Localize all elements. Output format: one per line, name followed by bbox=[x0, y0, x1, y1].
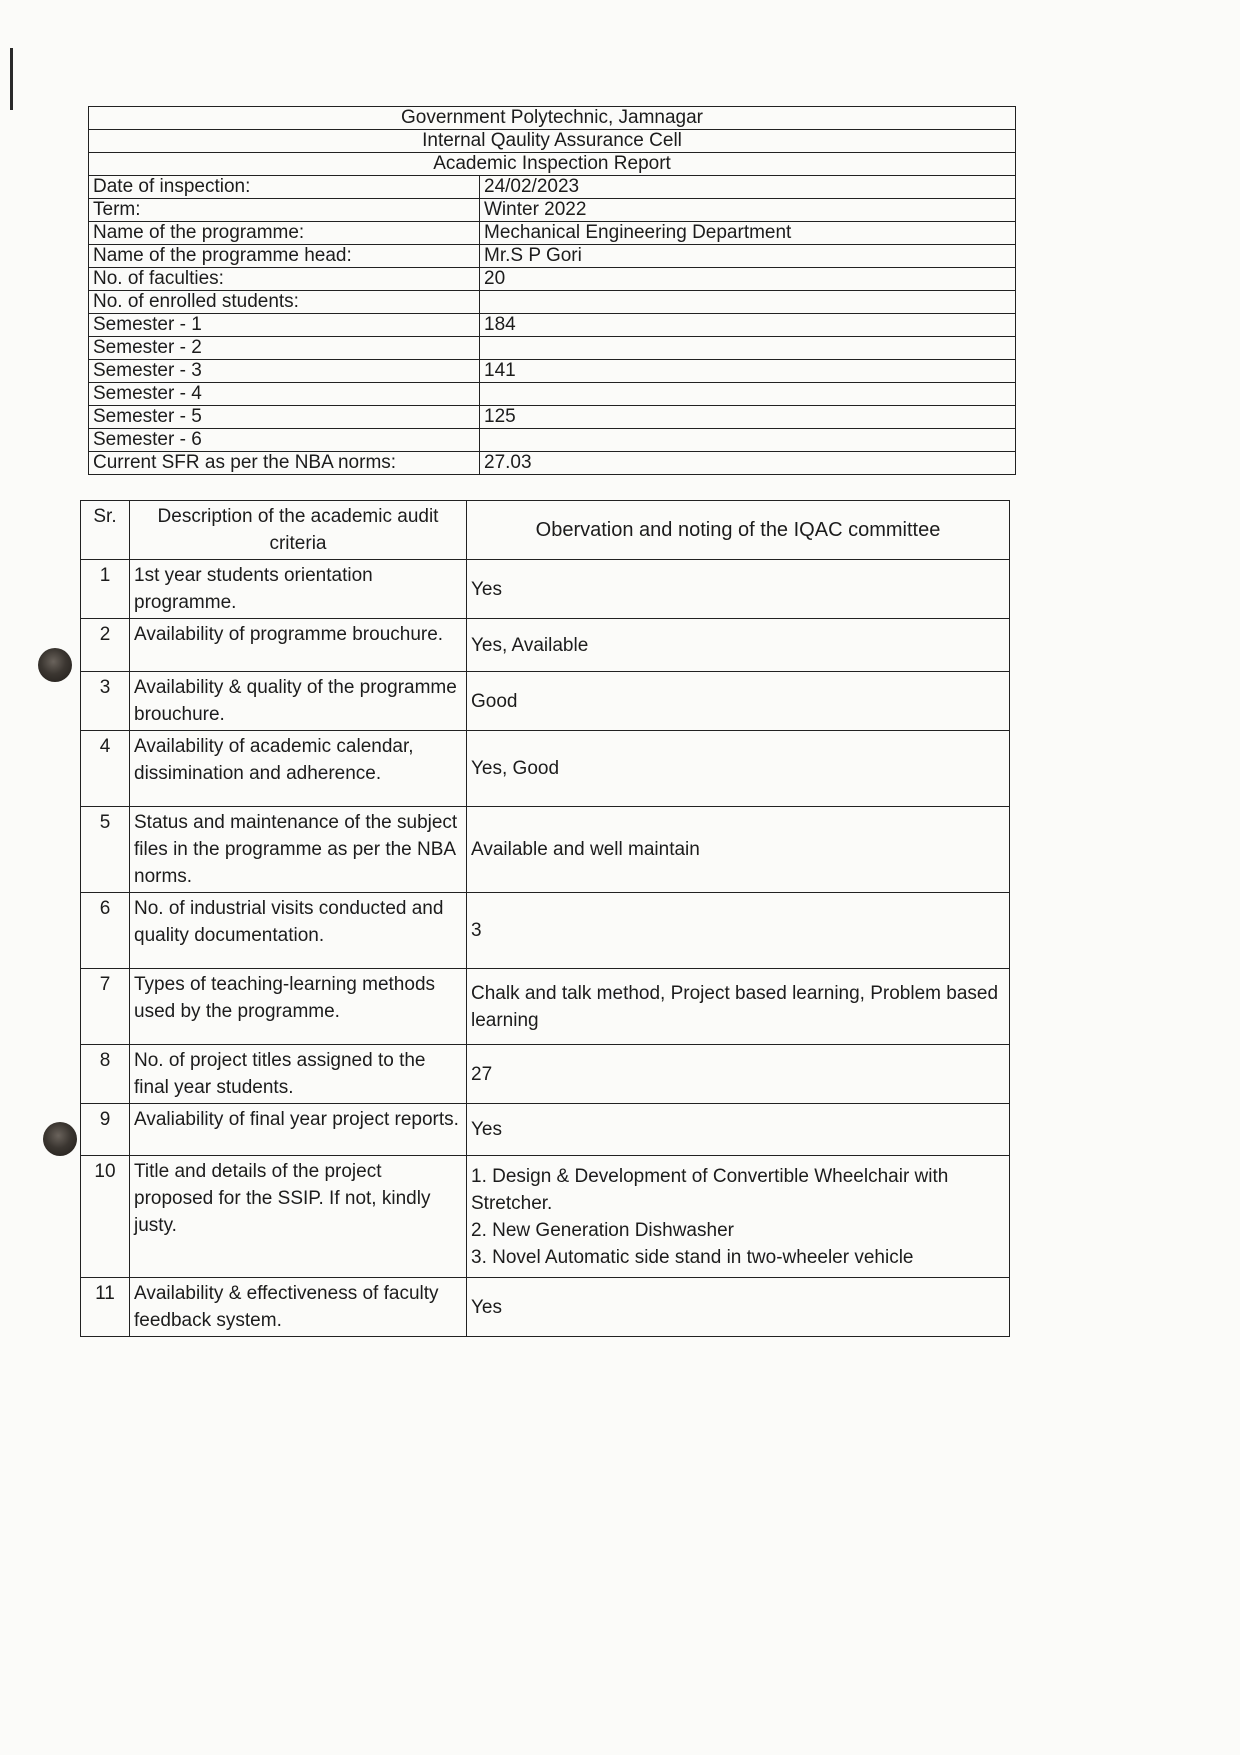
header-field-row bbox=[89, 268, 1016, 291]
audit-header-row bbox=[81, 501, 1010, 560]
field-value: 24/02/2023 bbox=[480, 176, 1016, 199]
row-number: 11 bbox=[81, 1278, 130, 1337]
row-number: 9 bbox=[81, 1104, 130, 1156]
observation-line: 2. New Generation Dishwasher bbox=[471, 1219, 734, 1241]
header-field-row bbox=[89, 452, 1016, 475]
field-value: 27.03 bbox=[480, 452, 1016, 475]
table-row bbox=[81, 969, 1010, 1045]
header-field-row bbox=[89, 291, 1016, 314]
field-label: Semester - 6 bbox=[89, 429, 480, 452]
committee-observation bbox=[467, 1156, 1010, 1278]
row-number: 3 bbox=[81, 672, 130, 731]
committee-observation bbox=[467, 1045, 1010, 1104]
header-field-row bbox=[89, 199, 1016, 222]
header-field-row bbox=[89, 383, 1016, 406]
audit-criteria-table bbox=[80, 500, 1010, 1337]
header-field-row bbox=[89, 245, 1016, 268]
committee-observation bbox=[467, 731, 1010, 807]
header-field-row bbox=[89, 406, 1016, 429]
header-field-row bbox=[89, 222, 1016, 245]
row-number: 4 bbox=[81, 731, 130, 807]
observation-line: Available and well maintain bbox=[471, 839, 700, 860]
criteria-description: No. of project titles assigned to the final year students. bbox=[130, 1045, 467, 1104]
punch-hole-bottom bbox=[43, 1122, 77, 1156]
field-label: Semester - 5 bbox=[89, 406, 480, 429]
header-title-row bbox=[89, 153, 1016, 176]
observation-column-header: Obervation and noting of the IQAC committee bbox=[467, 501, 1010, 560]
table-row bbox=[81, 893, 1010, 969]
field-label: Semester - 1 bbox=[89, 314, 480, 337]
table-row bbox=[81, 731, 1010, 807]
field-label: Current SFR as per the NBA norms: bbox=[89, 452, 480, 475]
observation-line: Yes bbox=[471, 1296, 502, 1318]
field-label: Semester - 2 bbox=[89, 337, 480, 360]
table-row bbox=[81, 1045, 1010, 1104]
field-value: 141 bbox=[480, 360, 1016, 383]
observation-line: 3 bbox=[471, 920, 482, 941]
criteria-description: Title and details of the project proposed for the SSIP. If not, kindly justy. bbox=[130, 1156, 467, 1278]
criteria-description: Types of teaching-learning methods used by the programme. bbox=[130, 969, 467, 1045]
field-label: No. of enrolled students: bbox=[89, 291, 480, 314]
criteria-description: Availability of academic calendar, dissimination and adherence. bbox=[130, 731, 467, 807]
field-value bbox=[480, 383, 1016, 406]
sr-column-header: Sr. bbox=[81, 501, 130, 560]
description-column-header: Description of the academic audit criteria bbox=[130, 501, 467, 560]
committee-observation bbox=[467, 969, 1010, 1045]
report-header-table bbox=[88, 106, 1016, 475]
header-field-row bbox=[89, 429, 1016, 452]
cell-title: Internal Qaulity Assurance Cell bbox=[89, 130, 1016, 153]
table-row bbox=[81, 1156, 1010, 1278]
row-number: 7 bbox=[81, 969, 130, 1045]
field-value: 184 bbox=[480, 314, 1016, 337]
table-row bbox=[81, 1104, 1010, 1156]
table-row bbox=[81, 1278, 1010, 1337]
field-label: Name of the programme: bbox=[89, 222, 480, 245]
criteria-description: 1st year students orientation programme. bbox=[130, 560, 467, 619]
table-row bbox=[81, 619, 1010, 672]
committee-observation bbox=[467, 1278, 1010, 1337]
committee-observation bbox=[467, 1104, 1010, 1156]
field-label: Name of the programme head: bbox=[89, 245, 480, 268]
row-number: 8 bbox=[81, 1045, 130, 1104]
row-number: 2 bbox=[81, 619, 130, 672]
header-title-row bbox=[89, 130, 1016, 153]
observation-line: Yes bbox=[471, 578, 502, 600]
criteria-description: Status and maintenance of the subject files in the programme as per the NBA norms. bbox=[130, 807, 467, 893]
field-value: Mechanical Engineering Department bbox=[480, 222, 1016, 245]
row-number: 6 bbox=[81, 893, 130, 969]
criteria-description: No. of industrial visits conducted and quality documentation. bbox=[130, 893, 467, 969]
header-field-row bbox=[89, 360, 1016, 383]
report-title: Academic Inspection Report bbox=[89, 153, 1016, 176]
field-label: Semester - 4 bbox=[89, 383, 480, 406]
observation-line: 3. Novel Automatic side stand in two-wheeler vehicle bbox=[471, 1246, 914, 1268]
observation-line: Yes, Available bbox=[471, 634, 589, 656]
page-edge-mark bbox=[10, 48, 13, 110]
observation-line: Yes bbox=[471, 1119, 502, 1140]
header-field-row bbox=[89, 314, 1016, 337]
field-value: Winter 2022 bbox=[480, 199, 1016, 222]
committee-observation bbox=[467, 560, 1010, 619]
punch-hole-top bbox=[38, 648, 72, 682]
observation-line: Yes, Good bbox=[471, 758, 560, 779]
field-value bbox=[480, 429, 1016, 452]
table-row bbox=[81, 807, 1010, 893]
row-number: 10 bbox=[81, 1156, 130, 1278]
field-value: 125 bbox=[480, 406, 1016, 429]
field-value bbox=[480, 337, 1016, 360]
criteria-description: Availability of programme brouchure. bbox=[130, 619, 467, 672]
table-row bbox=[81, 560, 1010, 619]
row-number: 1 bbox=[81, 560, 130, 619]
observation-line: 27 bbox=[471, 1063, 493, 1085]
header-title-row bbox=[89, 107, 1016, 130]
field-value bbox=[480, 291, 1016, 314]
row-number: 5 bbox=[81, 807, 130, 893]
criteria-description: Availability & effectiveness of faculty feedback system. bbox=[130, 1278, 467, 1337]
criteria-description: Availability & quality of the programme brouchure. bbox=[130, 672, 467, 731]
committee-observation bbox=[467, 619, 1010, 672]
field-label: Term: bbox=[89, 199, 480, 222]
field-label: Date of inspection: bbox=[89, 176, 480, 199]
header-field-row bbox=[89, 337, 1016, 360]
field-value: Mr.S P Gori bbox=[480, 245, 1016, 268]
field-label: Semester - 3 bbox=[89, 360, 480, 383]
table-row bbox=[81, 672, 1010, 731]
institution-title: Government Polytechnic, Jamnagar bbox=[89, 107, 1016, 130]
field-label: No. of faculties: bbox=[89, 268, 480, 291]
field-value: 20 bbox=[480, 268, 1016, 291]
header-field-row bbox=[89, 176, 1016, 199]
committee-observation bbox=[467, 672, 1010, 731]
criteria-description: Avaliability of final year project reports. bbox=[130, 1104, 467, 1156]
observation-line: Chalk and talk method, Project based learning, Problem based learning bbox=[471, 982, 999, 1031]
committee-observation bbox=[467, 893, 1010, 969]
observation-line: Good bbox=[471, 690, 518, 712]
observation-line: 1. Design & Development of Convertible Wheelchair with Stretcher. bbox=[471, 1165, 949, 1214]
committee-observation bbox=[467, 807, 1010, 893]
